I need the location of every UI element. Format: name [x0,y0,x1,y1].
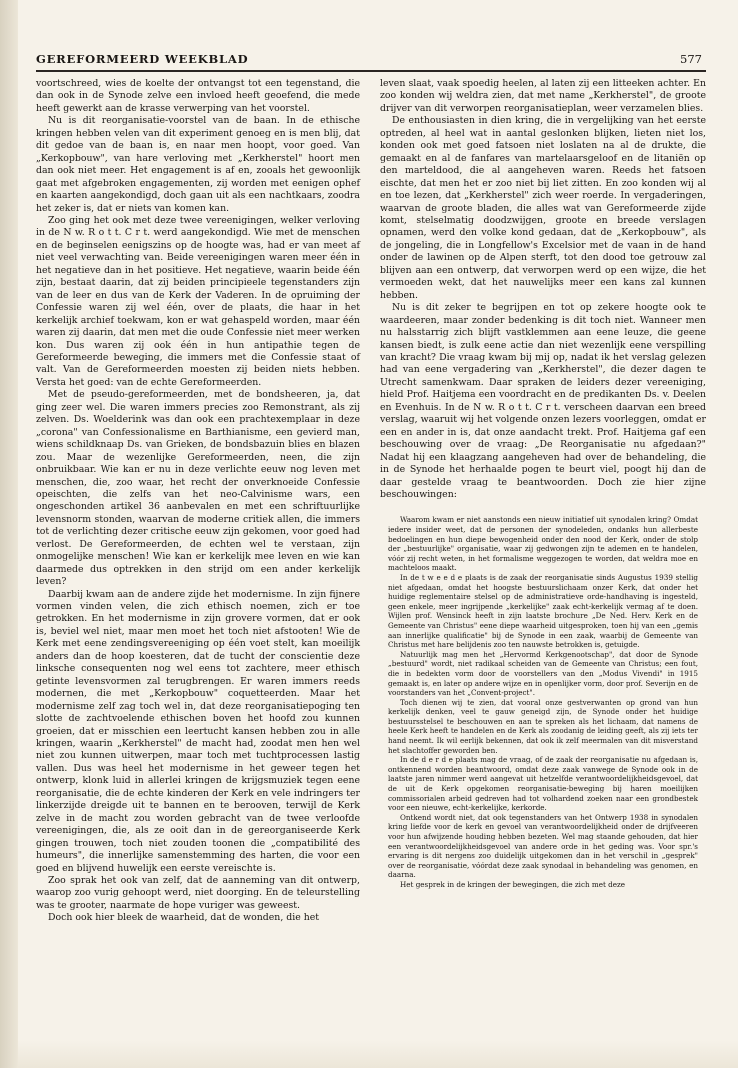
paragraph: Zoo ging het ook met deze twee vereenigingen, welker verloving in de N w. R o t t. C r t. werd aangekondigd. Wie met de menschen en de beginselen eenigszins op de hoogte was, had er van meet af niet veel verwachting van. Beide vereenigingen waren meer één in het negatieve dan in het positieve. Het negatieve, waarin beide één zijn, bestaat daarin, dat zij beiden principieele tegenstanders zijn van de leer en dus van de Kerk der Vaderen. In de opruiming der Confessie waren zij wel één, over de plaats, die haar in het kerkelijk archief toekwam, kon er wat gehaspeld worden, maar één waren zij daarin, dat men met die oude Confessie niet meer werken kon. Dus waren zij ook één in hun antipathie tegen de Gereformeerde beweging, die immers met die Confessie staat of valt. Van de Gereformeerden moesten zij beiden niets hebben. Versta het goed: van de echte Gereformeerden. [36,214,360,388]
paragraph: Doch ook hier bleek de waarheid, dat de wonden, die het [48,912,320,924]
block-quote [388,515,698,889]
journal-title: GEREFORMEERD WEEKBLAD [36,52,249,66]
left-column [36,78,360,925]
paragraph: Nu is dit reorganisatie-voorstel van de baan. In de ethische kringen hebben velen van dit experiment genoeg en is men blij, dat dit gedoe van de baan is, en naar men hoopt, voor goed. Van „Kerkopbouw", van hare verloving met „Kerkherstel" hoort men dan ook niet meer. Het engagement is af en, zooals het gewoonlijk gaat met afgebroken engagementen, zij worden met eenigen ophef en kaarten aangekondigd, doch gaan uit als een nachtkaars, zoodra het zeker is, dat er niets van komen kan. [36,115,360,214]
page-bottom-edge [18,1040,738,1068]
quote-paragraph: Ontkend wordt niet, dat ook tegenstanders van het Ontwerp 1938 in synodalen kring liefde voor de kerk en gevoel van verantwoordelijkheid onder de drijfveeren voor hun afwijzende houding hebben bezeten. Wel mag staande gehouden, dat hier een verantwoordelijkheidsgevoel van andere orde in het geding was. Voor spr.'s ervaring is dit nergens zoo duidelijk uitgekomen dan in het verschil in „gesprek" over de reorganisatie, vóórdat deze zaak synodaal in behandeling was genomen, en daarna. [388,812,698,880]
paragraph: voortschreed, wies de koelte der ontvangst tot een tegenstand, die dan ook in de Synode zelve een invloed heeft geoefend, die mede heeft gewerkt aan de krasse verwerping van het voorstel. [36,78,360,114]
page-gutter [0,0,18,1068]
paragraph: Nu is dit zeker te begrijpen en tot op zekere hoogte ook te waardeeren, maar zonder bedenking is dit toch niet. Wanneer men nu halsstarrig zich blijft vastklemmen aan eene leuze, die geene kansen biedt, is zulk eene actie dan niet wezenlijk eene verspilling van kracht? Die vraag kwam bij mij op, nadat ik het verslag gelezen had van eene vergadering van „Kerkherstel", die dezer dagen te Utrecht samenkwam. Daar spraken de leiders dezer vereeniging, hield Prof. Haitjema een voordracht en de predikanten Ds. v. Deelen en Evenhuis. In de N w. R o t t. C r t. verscheen daarvan een breed verslag, waaruit wij het volgende onzen lezers voorleggen, omdat er een en ander in is, dat onze aandacht trekt. Prof. Haitjema gaf een beschouwing over de vraag: „De Reorganisatie nu afgedaan?" Nadat hij een klaagzang aangeheven had over de behandeling, die in de Synode het herhaalde pogen te beurt viel, poogt hij dan de daar gestelde vraag te beantwoorden. Doch zie hier zijne beschouwingen: [380,302,706,500]
paragraph: leven slaat, vaak spoedig heelen, al laten zij een litteeken achter. En zoo konden wij weldra zien, dat met name „Kerkherstel", de groote drijver van dit verworpen reorganisatieplan, weer verzamelen blies. [380,78,706,114]
running-header [36,52,706,72]
quote-paragraph: Toch dienen wij te zien, dat vooral onze gestverwanten op grond van hun kerkelijk denken, veel te gauw geneigd zijn, de Synode onder het huidige bestuursstelsel te beschouwen en aan te spreken als het lichaam, dat namens de heele Kerk heeft te handelen en de Kerk als zoodanig de leiding geeft, als zij iets ter hand neemt. Ik wil eerlijk bekennen, dat ook ik zelf meermalen van dit misverstand het slachtoffer geworden ben. [388,697,698,755]
quote-paragraph: In de t w e e d e plaats is de zaak der reorganisatie sinds Augustus 1939 stellig niet afgedaan, omdat het hoogste bestuurslichaam onzer Kerk, dat onder het huidige reglementaire stelsel op de administratieve orde-handhaving is ingesteld, geen enkele, meer ingrijpende „kerkelijke" zaak echt-kerkelijk vermag af te doen. Wijlen prof. Wensinck heeft in zijn laatste brochure „De Ned. Herv. Kerk en de Gemeente van Christus" eene diepe waarheid uitgesproken, toen hij van een „gemis aan innerlijke qualificatie" bij de Synode in een zaak, waarbij de Gemeente van Christus met hare belijdenis zoo ten nauwste betrokken is, getuigde. [388,572,698,650]
quote-paragraph: In de d e r d e plaats mag de vraag, of de zaak der reorganisatie nu afgedaan is, ontkennend worden beantwoord, omdat deze zaak vanwege de Synode ook in de laatste jaren nimmer werd aangevat uit hetzelfde verantwoordelijkheidsgevoel, dat de uit de Kerk opgekomen reorganisatie-beweging bij haren moeilijken commissorialen arbeid gedreven had tot volhardend zoeken naar een grondbestek voor een nieuwe, echt-kerkelijke, kerkorde. [388,755,698,813]
quote-paragraph: Het gesprek in de kringen der bewegingen, die zich met deze [400,879,626,889]
paragraph: Zoo sprak het ook van zelf, dat de aanneming van dit ontwerp, waarop zoo vurig gehoopt werd, niet doorging. En de teleurstelling was te grooter, naarmate de hope vuriger was geweest. [36,875,360,911]
page-number: 577 [680,52,702,66]
paragraph: Daarbij kwam aan de andere zijde het modernisme. In zijn fijnere vormen vinden velen, die zich ethisch noemen, zich er toe getrokken. En het modernisme in zijn grovere vormen, dat er ook is, beviel wel niet, maar men moet het toch niet afstooten! Wie de Kerk met eene zendingsvereeniging op één voet stelt, kan moeilijk anders dan de hoop koesteren, dat de tucht der conscientie deze linksche consequenten nog wel eens tot zachtere, meer ethisch getinte levensvormen zal terugbrengen. Er waren immers reeds modernen, die met „Kerkopbouw" coquetteerden. Maar het modernisme zelf zag toch wel in, dat deze reorganisatiepoging ten slotte de zachtvoelende ethischen boven het hoofd zou kunnen groeien, dat er misschien een leertucht kansen hebben zou in alle kringen, waarin „Kerkherstel" de macht had, zoodat men hen wel niet zou kunnen uitwerpen, maar toch met tuchtprocessen lastig vallen. Dus was heel het modernisme in het geweer tegen het ontwerp, klonk luid in allerlei kringen de krijgsmuziek tegen eene reorganisatie, die de echte kinderen der Kerk en vele indringers ter linkerzijde dreigde uit te bannen en te berooven, terwijl de Kerk zelve in de macht zou worden gebracht van de twee verloofde vereenigingen, die, als ze ooit dan in de gereorganiseerde Kerk gingen trouwen, toch niet zouden toonen die „compatibilité des humeurs", die innerlijke samenstemming des harten, die voor een goed en blijvend huwelijk een eerste vereischte is. [36,588,360,874]
quote-paragraph: Natuurlijk mag men het „Hervormd Kerkgenootschap", dat door de Synode „bestuurd" wordt, niet radikaal scheiden van de Gemeente van Christus; een fout, die in bedekten vorm door de voorstellers van den „Modus Vivendi" in 1915 gemaakt is, en later op andere wijze en in openlijker vorm, door prof. Severijn en de voorstanders van het „Convent-project". [388,649,698,698]
quote-paragraph: Waarom kwam er niet aanstonds een nieuw initiatief uit synodalen kring? Omdat iedere insider weet, dat de personen der synodeleden, ondanks hun allerbeste bedoelingen en hun diepe bewogenheid onder den nood der Kerk, onder de stolp der „bestuurlijke" organisatie, waar zij gedwongen zijn te ademen en te handelen, vóór zij recht weten, in het formalisme weggezogen te worden, dat weldra moe en machteloos maakt. [388,515,698,573]
paragraph: De enthousiasten in dien kring, die in vergelijking van het eerste optreden, al heel wat in aantal geslonken blijken, lieten niet los, konden ook met goed fatsoen niet loslaten na al de drukte, die gemaakt en al de fanfares van martelaarsgeloof en de litaniën op den marteldood, die al aangeheven waren. Reeds het fatsoen eischte, dat men het er zoo niet bij liet zitten. En zoo konden wij al en toe lezen, dat „Kerkherstel" zich weer roerde. In vergaderingen, waarvan de groote bladen, die alles wat van Gereformeerde zijde komt, stelselmatig doodzwijgen, groote en breede verslagen opnamen, werd den volke kond gedaan, dat de „Kerkopbouw", als de jongeling, die in Longfellow's Excelsior met de vaan in de hand onder de lawinen op de Alpen sterft, tot den dood toe getrouw zal blijven aan een ontwerp, dat verworpen werd op een wijze, die het vermoeden wekt, dat het nauwelijks meer een kans zal kunnen hebben. [380,115,706,301]
paragraph: Met de pseudo-gereformeerden, met de bondsheeren, ja, dat ging zeer wel. Die waren immers precies zoo Remonstrant, als zij zelven. Ds. Woelderink was dan ook een prachtexemplaar in deze „corona" van Confessionalisme en Barthianisme, een gevierd man, wiens schildknaap Ds. van Grieken, de bondsbazuin blies en blazen zou. Maar de wezenlijke Gereformeerden, neen, die zijn onbruikbaar. Wie kan er nu in deze verlichte eeuw nog leven met menschen, die, zoo waar, het recht der onverknoeide Confessie opeischten, die zelfs van het neo-Calvinisme wars, een ongeschonden artikel 36 aanbevalen en met een schriftuurlijke levensnorm stonden, waarvan de moderne critiek allen, die immers tot de verlichting dezer critische eeuw zijn gekomen, voor goed had verlost. De Gereformeerden, de echten wel te verstaan, zijn onmogelijke menschen! Wie kan er kerkelijk mee leven en wie kan daarmede dus optrekken in den strijd om een ander kerkelijk leven? [36,389,360,588]
right-column [380,78,706,890]
